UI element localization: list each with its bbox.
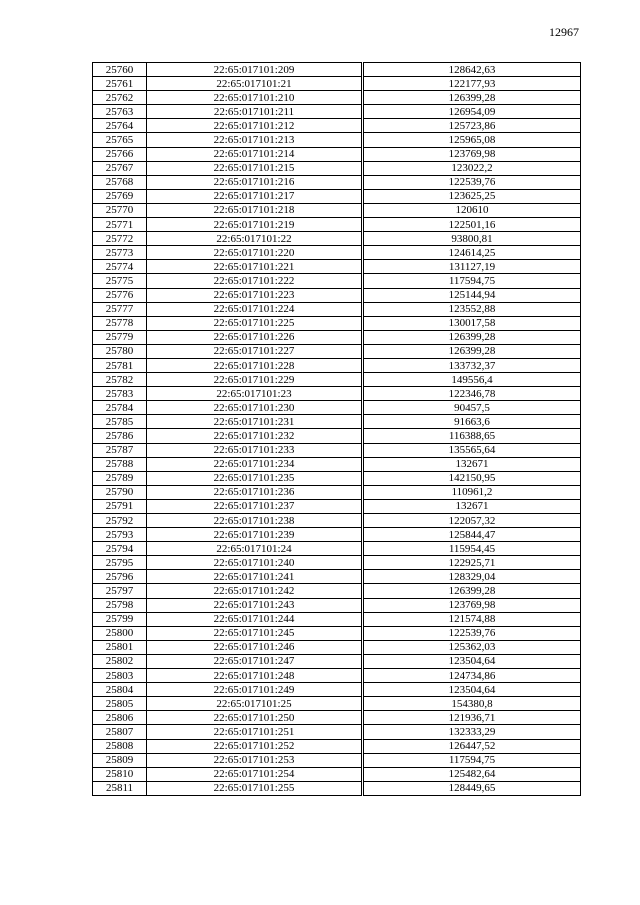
row-number-cell: 25803 [93,669,147,683]
cadastral-value-cell: 115954,45 [363,542,581,556]
table-row [93,654,581,668]
cadastral-number-cell: 22:65:017101:218 [147,203,363,217]
cadastral-number-cell: 22:65:017101:232 [147,429,363,443]
table-row [93,373,581,387]
row-number-cell: 25764 [93,119,147,133]
table-row [93,443,581,457]
cadastral-number-cell: 22:65:017101:212 [147,119,363,133]
cadastral-value-cell: 123504,64 [363,654,581,668]
row-number-cell: 25795 [93,556,147,570]
table-row [93,711,581,725]
cadastral-number-cell: 22:65:017101:209 [147,63,363,77]
cadastral-value-cell: 120610 [363,203,581,217]
cadastral-number-cell: 22:65:017101:226 [147,330,363,344]
table-row [93,542,581,556]
row-number-cell: 25805 [93,697,147,711]
cadastral-number-cell: 22:65:017101:233 [147,443,363,457]
row-number-cell: 25811 [93,781,147,795]
cadastral-number-cell: 22:65:017101:255 [147,781,363,795]
row-number-cell: 25781 [93,358,147,372]
cadastral-value-cell: 122501,16 [363,218,581,232]
cadastral-value-cell: 117594,75 [363,753,581,767]
cadastral-number-cell: 22:65:017101:239 [147,528,363,542]
row-number-cell: 25808 [93,739,147,753]
cadastral-value-cell: 133732,37 [363,358,581,372]
row-number-cell: 25801 [93,640,147,654]
cadastral-number-cell: 22:65:017101:244 [147,612,363,626]
table-row [93,232,581,246]
cadastral-value-cell: 116388,65 [363,429,581,443]
table-row [93,556,581,570]
row-number-cell: 25784 [93,401,147,415]
table-row [93,612,581,626]
row-number-cell: 25772 [93,232,147,246]
cadastral-value-cell: 123625,25 [363,189,581,203]
row-number-cell: 25802 [93,654,147,668]
cadastral-value-cell: 132671 [363,457,581,471]
cadastral-value-cell: 125362,03 [363,640,581,654]
cadastral-value-cell: 124734,86 [363,669,581,683]
cadastral-number-cell: 22:65:017101:222 [147,274,363,288]
cadastral-value-cell: 124614,25 [363,246,581,260]
cadastral-number-cell: 22:65:017101:227 [147,344,363,358]
cadastral-value-cell: 93800,81 [363,232,581,246]
table-row [93,415,581,429]
row-number-cell: 25809 [93,753,147,767]
cadastral-number-cell: 22:65:017101:236 [147,485,363,499]
cadastral-number-cell: 22:65:017101:214 [147,147,363,161]
row-number-cell: 25783 [93,387,147,401]
table-body [93,63,581,796]
cadastral-number-cell: 22:65:017101:210 [147,91,363,105]
table-row [93,105,581,119]
cadastral-number-cell: 22:65:017101:240 [147,556,363,570]
row-number-cell: 25793 [93,528,147,542]
cadastral-value-cell: 132671 [363,499,581,513]
cadastral-value-table [92,62,581,796]
row-number-cell: 25791 [93,499,147,513]
cadastral-value-cell: 126399,28 [363,91,581,105]
row-number-cell: 25773 [93,246,147,260]
row-number-cell: 25774 [93,260,147,274]
table-row [93,584,581,598]
cadastral-number-cell: 22:65:017101:251 [147,725,363,739]
cadastral-number-cell: 22:65:017101:242 [147,584,363,598]
cadastral-number-cell: 22:65:017101:246 [147,640,363,654]
cadastral-number-cell: 22:65:017101:252 [147,739,363,753]
cadastral-number-cell: 22:65:017101:224 [147,302,363,316]
cadastral-value-cell: 154380,8 [363,697,581,711]
row-number-cell: 25778 [93,316,147,330]
cadastral-value-cell: 130017,58 [363,316,581,330]
row-number-cell: 25776 [93,288,147,302]
cadastral-value-cell: 126399,28 [363,330,581,344]
table-row [93,485,581,499]
cadastral-value-cell: 122539,76 [363,175,581,189]
cadastral-number-cell: 22:65:017101:229 [147,373,363,387]
cadastral-value-cell: 126447,52 [363,739,581,753]
cadastral-value-cell: 91663,6 [363,415,581,429]
table-row [93,781,581,795]
row-number-cell: 25806 [93,711,147,725]
table-row [93,63,581,77]
row-number-cell: 25792 [93,514,147,528]
table-row [93,91,581,105]
cadastral-value-cell: 128449,65 [363,781,581,795]
cadastral-number-cell: 22:65:017101:215 [147,161,363,175]
cadastral-number-cell: 22:65:017101:24 [147,542,363,556]
table-row [93,147,581,161]
row-number-cell: 25790 [93,485,147,499]
row-number-cell: 25769 [93,189,147,203]
cadastral-number-cell: 22:65:017101:23 [147,387,363,401]
cadastral-number-cell: 22:65:017101:220 [147,246,363,260]
cadastral-value-cell: 149556,4 [363,373,581,387]
table-row [93,288,581,302]
table-row [93,499,581,513]
cadastral-number-cell: 22:65:017101:25 [147,697,363,711]
row-number-cell: 25765 [93,133,147,147]
row-number-cell: 25794 [93,542,147,556]
page-number: 12967 [549,25,579,39]
row-number-cell: 25760 [93,63,147,77]
table-row [93,725,581,739]
cadastral-number-cell: 22:65:017101:213 [147,133,363,147]
table-row [93,161,581,175]
table-row [93,739,581,753]
row-number-cell: 25775 [93,274,147,288]
row-number-cell: 25798 [93,598,147,612]
table-row [93,274,581,288]
cadastral-value-cell: 123769,98 [363,598,581,612]
table-row [93,175,581,189]
cadastral-number-cell: 22:65:017101:241 [147,570,363,584]
cadastral-value-cell: 110961,2 [363,485,581,499]
cadastral-number-cell: 22:65:017101:253 [147,753,363,767]
cadastral-value-cell: 123552,88 [363,302,581,316]
table-row [93,246,581,260]
cadastral-value-cell: 125144,94 [363,288,581,302]
table-row [93,77,581,91]
cadastral-value-cell: 125482,64 [363,767,581,781]
table-row [93,640,581,654]
row-number-cell: 25789 [93,471,147,485]
table-row [93,358,581,372]
cadastral-number-cell: 22:65:017101:231 [147,415,363,429]
table-row [93,387,581,401]
row-number-cell: 25786 [93,429,147,443]
table-row [93,218,581,232]
row-number-cell: 25780 [93,344,147,358]
cadastral-number-cell: 22:65:017101:250 [147,711,363,725]
cadastral-value-cell: 123022,2 [363,161,581,175]
cadastral-value-cell: 132333,29 [363,725,581,739]
table-row [93,471,581,485]
cadastral-value-cell: 90457,5 [363,401,581,415]
cadastral-value-cell: 123769,98 [363,147,581,161]
cadastral-number-cell: 22:65:017101:211 [147,105,363,119]
cadastral-number-cell: 22:65:017101:230 [147,401,363,415]
table-row [93,697,581,711]
row-number-cell: 25761 [93,77,147,91]
cadastral-value-cell: 135565,64 [363,443,581,457]
row-number-cell: 25797 [93,584,147,598]
cadastral-number-cell: 22:65:017101:223 [147,288,363,302]
table-row [93,626,581,640]
row-number-cell: 25762 [93,91,147,105]
cadastral-value-cell: 128642,63 [363,63,581,77]
cadastral-number-cell: 22:65:017101:238 [147,514,363,528]
cadastral-value-cell: 122925,71 [363,556,581,570]
cadastral-number-cell: 22:65:017101:219 [147,218,363,232]
cadastral-value-cell: 125844,47 [363,528,581,542]
table-row [93,514,581,528]
cadastral-number-cell: 22:65:017101:234 [147,457,363,471]
cadastral-number-cell: 22:65:017101:245 [147,626,363,640]
row-number-cell: 25800 [93,626,147,640]
table-row [93,457,581,471]
cadastral-value-cell: 131127,19 [363,260,581,274]
cadastral-number-cell: 22:65:017101:221 [147,260,363,274]
cadastral-value-cell: 126399,28 [363,344,581,358]
cadastral-number-cell: 22:65:017101:216 [147,175,363,189]
cadastral-number-cell: 22:65:017101:249 [147,683,363,697]
cadastral-value-cell: 125723,86 [363,119,581,133]
table-row [93,598,581,612]
table-row [93,133,581,147]
cadastral-value-cell: 122539,76 [363,626,581,640]
cadastral-value-cell: 121936,71 [363,711,581,725]
cadastral-number-cell: 22:65:017101:21 [147,77,363,91]
cadastral-value-cell: 122346,78 [363,387,581,401]
table-row [93,302,581,316]
table-row [93,669,581,683]
row-number-cell: 25779 [93,330,147,344]
cadastral-number-cell: 22:65:017101:235 [147,471,363,485]
table-row [93,330,581,344]
table-row [93,203,581,217]
cadastral-number-cell: 22:65:017101:22 [147,232,363,246]
cadastral-number-cell: 22:65:017101:247 [147,654,363,668]
row-number-cell: 25777 [93,302,147,316]
cadastral-value-cell: 117594,75 [363,274,581,288]
cadastral-number-cell: 22:65:017101:228 [147,358,363,372]
cadastral-value-cell: 122057,32 [363,514,581,528]
table-row [93,753,581,767]
table-row [93,316,581,330]
row-number-cell: 25807 [93,725,147,739]
row-number-cell: 25787 [93,443,147,457]
cadastral-value-cell: 122177,93 [363,77,581,91]
table-row [93,528,581,542]
row-number-cell: 25766 [93,147,147,161]
cadastral-value-cell: 142150,95 [363,471,581,485]
cadastral-value-cell: 126954,09 [363,105,581,119]
table-row [93,189,581,203]
cadastral-number-cell: 22:65:017101:254 [147,767,363,781]
row-number-cell: 25768 [93,175,147,189]
row-number-cell: 25771 [93,218,147,232]
table-row [93,119,581,133]
table-row [93,767,581,781]
row-number-cell: 25785 [93,415,147,429]
table-row [93,570,581,584]
cadastral-value-cell: 125965,08 [363,133,581,147]
cadastral-number-cell: 22:65:017101:225 [147,316,363,330]
cadastral-number-cell: 22:65:017101:248 [147,669,363,683]
cadastral-value-cell: 128329,04 [363,570,581,584]
table-row [93,401,581,415]
cadastral-value-cell: 121574,88 [363,612,581,626]
row-number-cell: 25770 [93,203,147,217]
row-number-cell: 25804 [93,683,147,697]
table-row [93,260,581,274]
row-number-cell: 25810 [93,767,147,781]
row-number-cell: 25788 [93,457,147,471]
cadastral-number-cell: 22:65:017101:237 [147,499,363,513]
table-row [93,344,581,358]
row-number-cell: 25782 [93,373,147,387]
cadastral-value-cell: 123504,64 [363,683,581,697]
table-row [93,429,581,443]
cadastral-value-cell: 126399,28 [363,584,581,598]
row-number-cell: 25799 [93,612,147,626]
table-row [93,683,581,697]
cadastral-number-cell: 22:65:017101:217 [147,189,363,203]
row-number-cell: 25796 [93,570,147,584]
row-number-cell: 25767 [93,161,147,175]
row-number-cell: 25763 [93,105,147,119]
cadastral-number-cell: 22:65:017101:243 [147,598,363,612]
